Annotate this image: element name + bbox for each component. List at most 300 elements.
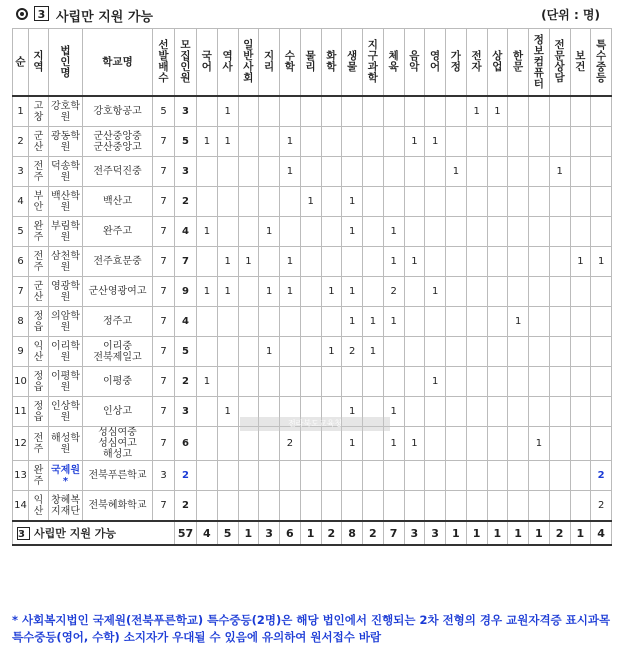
cell-school: 군산중앙중 군산중앙고: [83, 127, 153, 157]
cell-count: 1: [259, 217, 280, 247]
column-header: 영 어: [425, 29, 446, 97]
cell-count: [508, 187, 529, 217]
subject-total: 5: [217, 521, 238, 545]
column-header: 물 리: [300, 29, 321, 97]
cell-count: [342, 461, 363, 491]
column-header: 화 학: [321, 29, 342, 97]
cell-count: [425, 307, 446, 337]
cell-count: [197, 96, 218, 127]
cell-no: 1: [13, 96, 29, 127]
cell-count: [217, 461, 238, 491]
cell-count: [197, 307, 218, 337]
cell-count: [197, 427, 218, 461]
cell-count: 1: [383, 307, 404, 337]
cell-count: 2: [591, 461, 612, 491]
cell-count: [404, 187, 425, 217]
cell-corp: 해성학원: [49, 427, 83, 461]
cell-count: [321, 247, 342, 277]
cell-count: [280, 307, 301, 337]
cell-no: 5: [13, 217, 29, 247]
cell-mult: 7: [153, 367, 175, 397]
cell-count: [508, 127, 529, 157]
cell-count: [300, 491, 321, 522]
cell-count: [446, 247, 467, 277]
cell-count: [529, 187, 550, 217]
cell-no: 12: [13, 427, 29, 461]
cell-count: [342, 157, 363, 187]
cell-count: [217, 307, 238, 337]
cell-count: [549, 127, 570, 157]
cell-count: [238, 491, 259, 522]
column-header: 전 자: [466, 29, 487, 97]
cell-no: 13: [13, 461, 29, 491]
cell-mult: 7: [153, 247, 175, 277]
cell-count: [300, 367, 321, 397]
cell-mult: 7: [153, 217, 175, 247]
cell-count: 1: [300, 187, 321, 217]
cell-region: 부안: [29, 187, 49, 217]
cell-school: 전주효문중: [83, 247, 153, 277]
cell-count: [238, 461, 259, 491]
cell-count: [549, 337, 570, 367]
column-header: 체 육: [383, 29, 404, 97]
cell-count: [197, 337, 218, 367]
cell-count: [549, 397, 570, 427]
cell-count: [404, 96, 425, 127]
cell-count: 1: [363, 307, 384, 337]
cell-count: [238, 427, 259, 461]
column-header: 보 건: [570, 29, 591, 97]
cell-count: [197, 397, 218, 427]
cell-mult: 7: [153, 307, 175, 337]
cell-total: 2: [175, 367, 197, 397]
cell-mult: 7: [153, 157, 175, 187]
cell-count: [570, 461, 591, 491]
cell-count: 1: [197, 127, 218, 157]
cell-count: [508, 461, 529, 491]
cell-corp: 삼천학원: [49, 247, 83, 277]
subject-total: 1: [508, 521, 529, 545]
cell-count: [529, 397, 550, 427]
cell-count: [425, 157, 446, 187]
cell-school: 전북푸른학교: [83, 461, 153, 491]
cell-school: 이리중 전북제일고: [83, 337, 153, 367]
cell-count: [466, 187, 487, 217]
cell-region: 익산: [29, 337, 49, 367]
cell-count: [570, 337, 591, 367]
cell-count: 1: [197, 217, 218, 247]
subject-total: 1: [570, 521, 591, 545]
cell-mult: 5: [153, 96, 175, 127]
cell-corp: 백산학원: [49, 187, 83, 217]
cell-count: [321, 157, 342, 187]
cell-region: 정읍: [29, 397, 49, 427]
column-header: 특 수 중 등: [591, 29, 612, 97]
section-heading: [14, 6, 614, 24]
cell-count: [259, 247, 280, 277]
cell-school: 이평중: [83, 367, 153, 397]
cell-count: [383, 127, 404, 157]
cell-count: [383, 367, 404, 397]
cell-count: [238, 277, 259, 307]
cell-count: [466, 247, 487, 277]
cell-count: [238, 307, 259, 337]
cell-corp: 의암학원: [49, 307, 83, 337]
cell-region: 고창: [29, 96, 49, 127]
cell-count: [197, 187, 218, 217]
table-row: [13, 96, 612, 127]
cell-total: 2: [175, 491, 197, 522]
cell-count: [300, 247, 321, 277]
column-header: 가 정: [446, 29, 467, 97]
cell-count: [321, 127, 342, 157]
cell-count: [425, 96, 446, 127]
cell-count: 1: [217, 277, 238, 307]
cell-count: 1: [363, 337, 384, 367]
cell-count: [446, 217, 467, 247]
cell-count: [383, 96, 404, 127]
cell-count: [280, 461, 301, 491]
cell-count: [321, 427, 342, 461]
cell-count: [487, 427, 508, 461]
cell-count: [529, 277, 550, 307]
cell-count: 1: [487, 96, 508, 127]
cell-total: 6: [175, 427, 197, 461]
cell-count: 1: [342, 187, 363, 217]
cell-mult: 7: [153, 277, 175, 307]
cell-count: [466, 307, 487, 337]
cell-count: [508, 367, 529, 397]
cell-count: [404, 367, 425, 397]
cell-count: [529, 96, 550, 127]
cell-count: [300, 217, 321, 247]
subject-total: 2: [321, 521, 342, 545]
cell-count: 1: [197, 367, 218, 397]
cell-count: [570, 277, 591, 307]
subject-total: 1: [238, 521, 259, 545]
cell-count: [217, 491, 238, 522]
cell-count: [217, 187, 238, 217]
column-header: 지 역: [29, 29, 49, 97]
cell-region: 군산: [29, 277, 49, 307]
column-header: 국 어: [197, 29, 218, 97]
footnote-marker: *: [12, 613, 19, 627]
cell-mult: 3: [153, 461, 175, 491]
cell-count: [466, 367, 487, 397]
cell-count: [549, 427, 570, 461]
cell-count: [466, 427, 487, 461]
cell-count: [446, 427, 467, 461]
cell-count: 1: [217, 96, 238, 127]
cell-count: [363, 127, 384, 157]
cell-count: [487, 367, 508, 397]
cell-region: 익산: [29, 491, 49, 522]
column-header: 정 보 컴 퓨 터: [529, 29, 550, 97]
cell-school: 완주고: [83, 217, 153, 247]
cell-corp: 인상학원: [49, 397, 83, 427]
column-header: 수 학: [280, 29, 301, 97]
cell-count: 2: [383, 277, 404, 307]
recruitment-table: [12, 28, 612, 546]
cell-count: [487, 157, 508, 187]
cell-count: 1: [466, 96, 487, 127]
cell-count: 1: [259, 277, 280, 307]
cell-count: [591, 397, 612, 427]
cell-school: 강호항공고: [83, 96, 153, 127]
cell-count: [259, 96, 280, 127]
cell-count: [466, 337, 487, 367]
table-row: [13, 247, 612, 277]
cell-count: [570, 96, 591, 127]
cell-count: 1: [383, 397, 404, 427]
total-label: 사립만 지원 가능: [34, 527, 117, 540]
cell-count: [570, 427, 591, 461]
table-row: [13, 367, 612, 397]
cell-count: [300, 127, 321, 157]
cell-count: [259, 307, 280, 337]
cell-corp: 영광학원: [49, 277, 83, 307]
cell-count: [591, 307, 612, 337]
unit-label: (단위 : 명): [541, 8, 600, 22]
cell-count: [487, 461, 508, 491]
cell-count: [466, 127, 487, 157]
cell-count: [217, 427, 238, 461]
cell-count: [549, 307, 570, 337]
cell-corp: 이평학원: [49, 367, 83, 397]
cell-count: [549, 461, 570, 491]
cell-count: 1: [383, 247, 404, 277]
column-header: 역 사: [217, 29, 238, 97]
cell-count: [197, 461, 218, 491]
subject-total: 1: [529, 521, 550, 545]
cell-count: [570, 187, 591, 217]
cell-count: 1: [342, 307, 363, 337]
cell-count: [280, 187, 301, 217]
cell-count: [446, 277, 467, 307]
cell-count: [404, 277, 425, 307]
cell-count: [446, 337, 467, 367]
cell-count: [487, 277, 508, 307]
cell-count: [425, 397, 446, 427]
section-title: 사립만 지원 가능: [56, 10, 153, 25]
cell-count: [321, 187, 342, 217]
cell-count: [383, 337, 404, 367]
cell-count: [549, 96, 570, 127]
cell-count: [508, 491, 529, 522]
cell-count: [363, 491, 384, 522]
cell-mult: 7: [153, 491, 175, 522]
cell-no: 11: [13, 397, 29, 427]
cell-count: 2: [280, 427, 301, 461]
cell-count: 1: [280, 157, 301, 187]
cell-count: 1: [404, 247, 425, 277]
cell-mult: 7: [153, 187, 175, 217]
column-header: 일 반 사 회: [238, 29, 259, 97]
cell-school: 인상고: [83, 397, 153, 427]
cell-region: 전주: [29, 157, 49, 187]
cell-count: [280, 367, 301, 397]
cell-count: [300, 337, 321, 367]
cell-count: [238, 127, 259, 157]
cell-count: [363, 427, 384, 461]
cell-count: [591, 337, 612, 367]
cell-count: [300, 96, 321, 127]
cell-count: [466, 491, 487, 522]
cell-count: 1: [570, 247, 591, 277]
cell-count: [342, 491, 363, 522]
cell-region: 전주: [29, 247, 49, 277]
cell-count: 1: [425, 277, 446, 307]
cell-count: 1: [404, 427, 425, 461]
column-header: 법 인 명: [49, 29, 83, 97]
cell-count: 1: [217, 397, 238, 427]
cell-count: [425, 491, 446, 522]
cell-count: [508, 427, 529, 461]
cell-count: [217, 157, 238, 187]
cell-school: 성심여중 성심여고 해성고: [83, 427, 153, 461]
cell-count: [280, 96, 301, 127]
table-row: [13, 217, 612, 247]
cell-count: [549, 217, 570, 247]
cell-count: [363, 247, 384, 277]
cell-count: [570, 367, 591, 397]
cell-school: 백산고: [83, 187, 153, 217]
section-number: 3: [34, 6, 49, 21]
column-header: 학교명: [83, 29, 153, 97]
column-header: 모 집 인 원: [175, 29, 197, 97]
cell-count: [591, 217, 612, 247]
cell-count: [591, 367, 612, 397]
cell-count: [529, 247, 550, 277]
cell-count: [425, 217, 446, 247]
subject-total: 7: [383, 521, 404, 545]
cell-count: 1: [342, 397, 363, 427]
cell-count: [487, 337, 508, 367]
cell-count: [487, 491, 508, 522]
total-row: [13, 521, 612, 545]
cell-count: [446, 127, 467, 157]
cell-region: 전주: [29, 427, 49, 461]
table-row: [13, 337, 612, 367]
cell-count: [363, 157, 384, 187]
cell-corp: 덕송학원: [49, 157, 83, 187]
cell-count: [425, 187, 446, 217]
cell-count: [466, 157, 487, 187]
subject-total: 1: [466, 521, 487, 545]
cell-count: 1: [280, 277, 301, 307]
cell-count: [217, 217, 238, 247]
cell-count: [363, 217, 384, 247]
cell-count: [238, 337, 259, 367]
cell-count: [363, 461, 384, 491]
subject-total: 8: [342, 521, 363, 545]
cell-count: [259, 461, 280, 491]
cell-count: [321, 217, 342, 247]
column-header: 순: [13, 29, 29, 97]
cell-no: 6: [13, 247, 29, 277]
cell-count: [321, 307, 342, 337]
cell-count: 1: [342, 217, 363, 247]
cell-corp: 이리학원: [49, 337, 83, 367]
cell-count: [342, 127, 363, 157]
cell-count: [487, 127, 508, 157]
cell-no: 9: [13, 337, 29, 367]
cell-count: 1: [280, 247, 301, 277]
cell-count: [197, 247, 218, 277]
cell-count: [259, 127, 280, 157]
cell-count: [238, 217, 259, 247]
subject-total: 4: [591, 521, 612, 545]
cell-count: [425, 337, 446, 367]
cell-count: [591, 127, 612, 157]
cell-count: [342, 367, 363, 397]
total-label-cell: [13, 521, 175, 545]
cell-count: [321, 96, 342, 127]
cell-count: [508, 397, 529, 427]
cell-region: 정읍: [29, 367, 49, 397]
cell-total: 5: [175, 127, 197, 157]
cell-count: [549, 247, 570, 277]
cell-count: [549, 367, 570, 397]
cell-count: [487, 217, 508, 247]
cell-count: 1: [321, 277, 342, 307]
cell-corp: 창혜복지재단: [49, 491, 83, 522]
cell-region: 정읍: [29, 307, 49, 337]
cell-total: 4: [175, 217, 197, 247]
cell-count: 1: [238, 247, 259, 277]
cell-count: [529, 337, 550, 367]
cell-mult: 7: [153, 427, 175, 461]
cell-total: 7: [175, 247, 197, 277]
column-header: 선 발 배 수: [153, 29, 175, 97]
cell-count: [280, 491, 301, 522]
subject-total: 3: [404, 521, 425, 545]
cell-count: [487, 397, 508, 427]
table-row: [13, 307, 612, 337]
table-row: [13, 491, 612, 522]
cell-count: [425, 247, 446, 277]
cell-count: [363, 367, 384, 397]
cell-count: [446, 461, 467, 491]
cell-count: [570, 397, 591, 427]
footnote: [12, 612, 612, 646]
cell-count: [446, 491, 467, 522]
cell-no: 4: [13, 187, 29, 217]
cell-count: [300, 157, 321, 187]
cell-count: [280, 217, 301, 247]
cell-count: [549, 277, 570, 307]
subject-total: 4: [197, 521, 218, 545]
cell-count: [300, 307, 321, 337]
cell-count: [466, 217, 487, 247]
cell-count: [300, 427, 321, 461]
cell-no: 7: [13, 277, 29, 307]
subject-total: 3: [259, 521, 280, 545]
cell-count: [529, 127, 550, 157]
cell-count: [508, 217, 529, 247]
cell-count: [446, 307, 467, 337]
cell-count: [591, 277, 612, 307]
cell-count: [591, 157, 612, 187]
cell-count: [217, 337, 238, 367]
watermark: 전라북도교육청: [240, 417, 390, 431]
cell-count: 1: [508, 307, 529, 337]
cell-total: 9: [175, 277, 197, 307]
cell-count: [238, 96, 259, 127]
cell-count: [383, 187, 404, 217]
cell-count: 1: [425, 127, 446, 157]
cell-count: [217, 367, 238, 397]
